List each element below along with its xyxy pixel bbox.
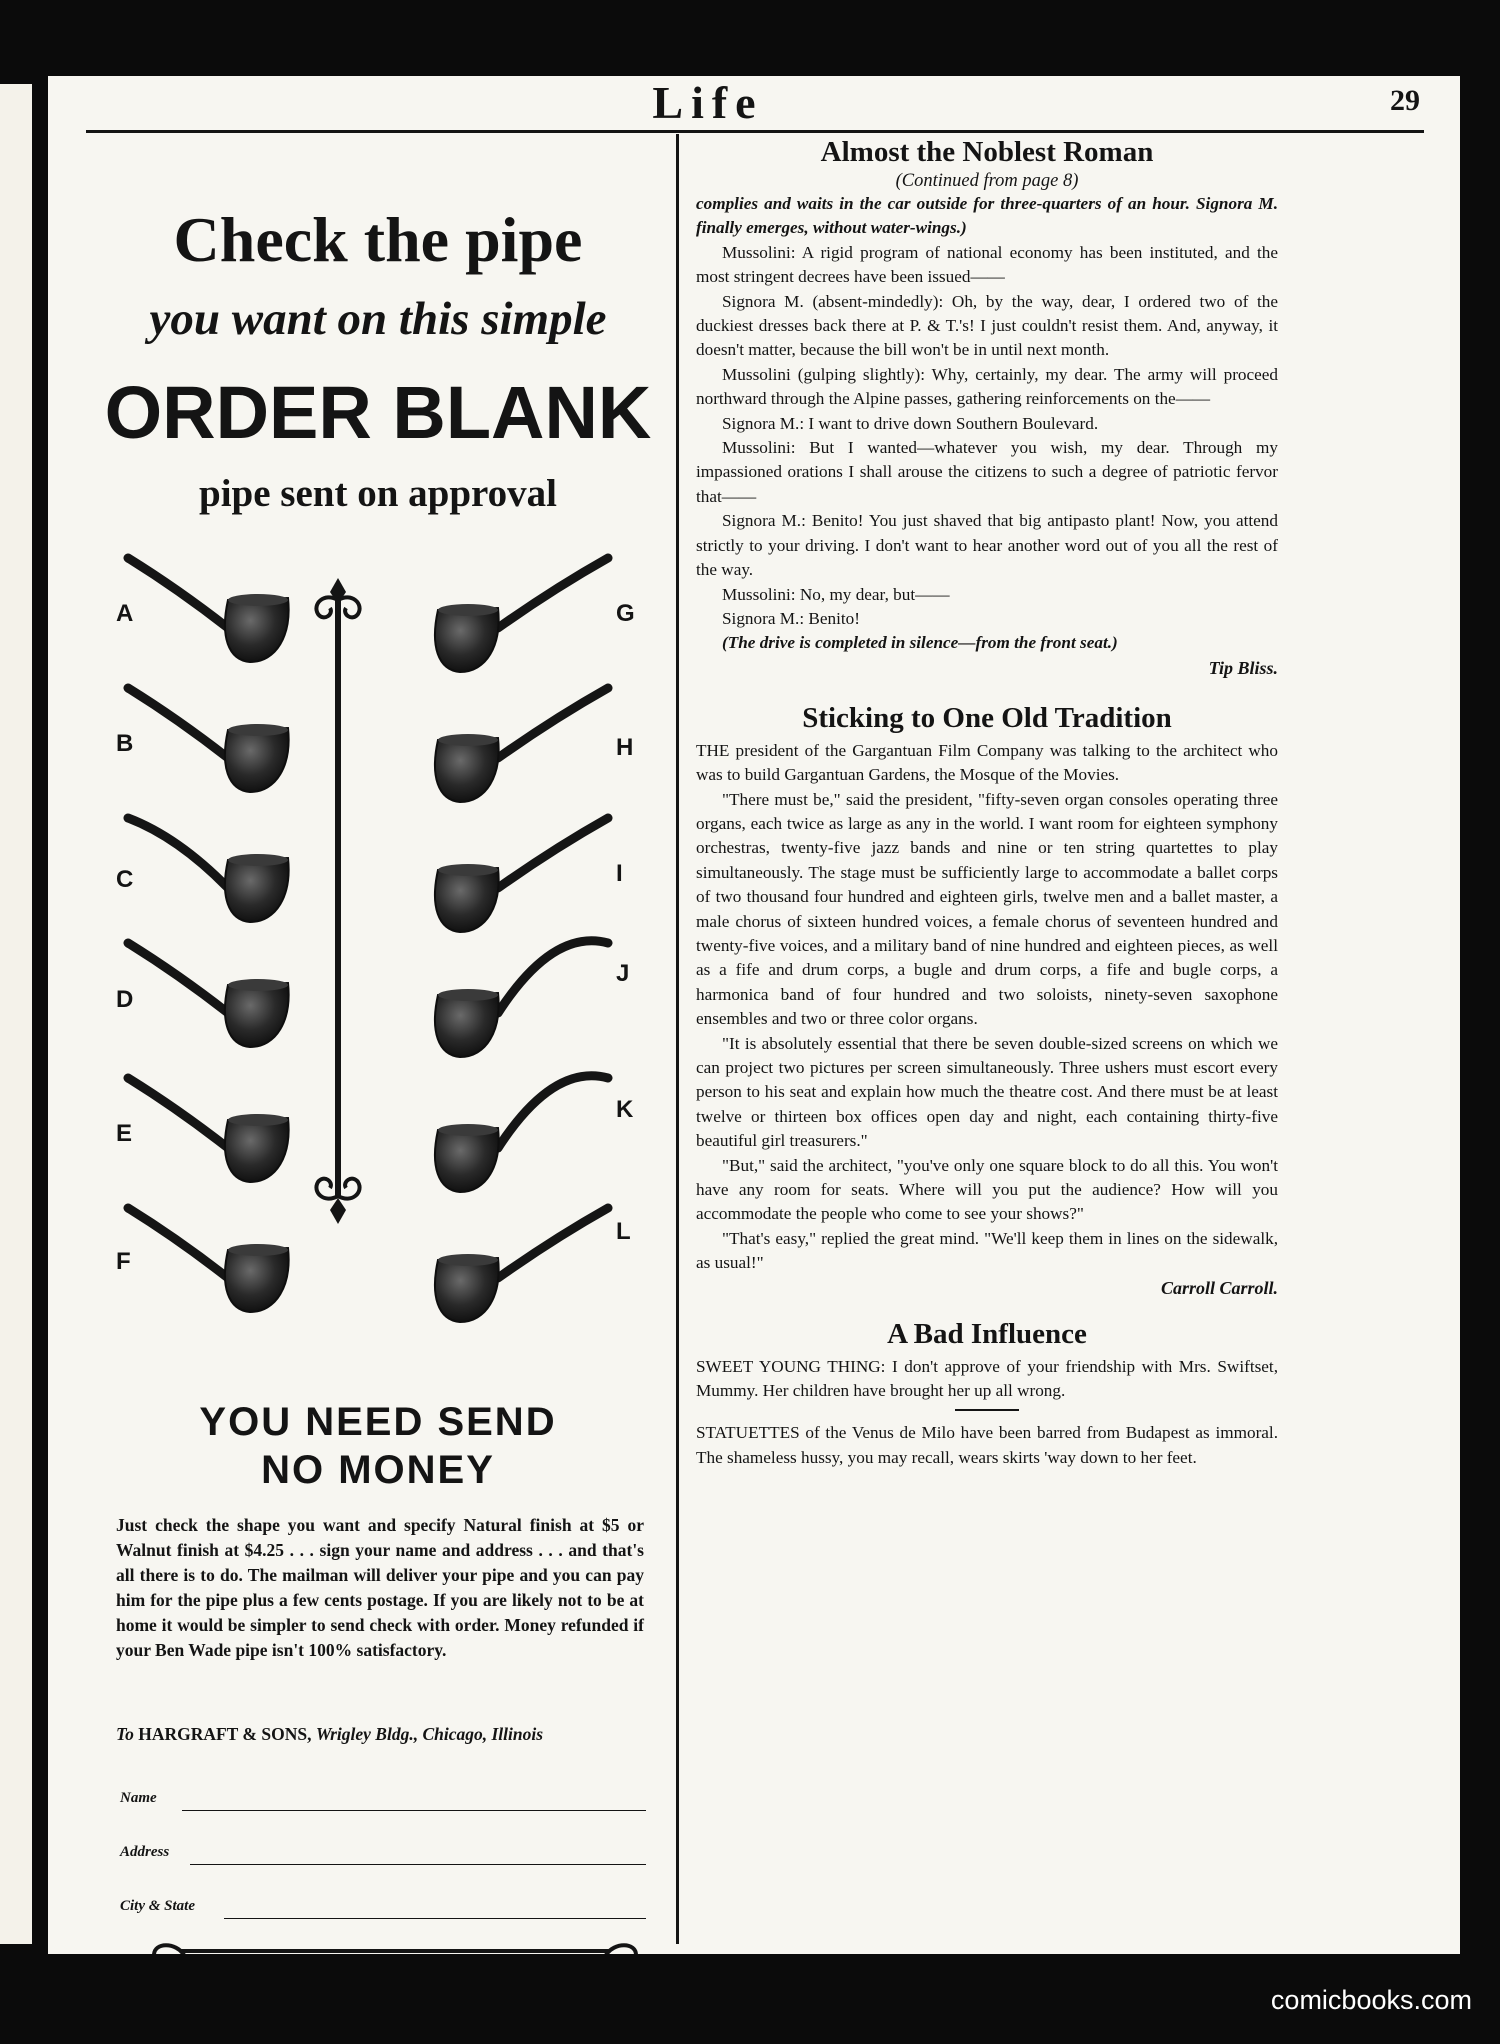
pipe-label-c[interactable]: C — [116, 866, 134, 893]
ad-tagline: pipe sent on approval — [199, 472, 557, 515]
pipe-d[interactable] — [128, 943, 289, 1047]
pipe-l[interactable] — [435, 1208, 608, 1322]
pipe-f[interactable] — [128, 1208, 289, 1312]
address-field-label: Address — [120, 1844, 170, 1860]
article-paragraph: Signora M.: Benito! — [722, 608, 860, 628]
article-paragraph: Signora M. (absent-mindedly): Oh, by the way, dear, I ordered two of the duckiest dresses back there at P. & T.'s! I just couldn't resist them. And, anyway, it doesn't matter, because the bill won't be in until next month. — [696, 291, 1278, 360]
article-title: Sticking to One Old Tradition — [802, 701, 1172, 734]
pipe-label-f[interactable]: F — [116, 1248, 131, 1275]
no-money-line-2: NO MONEY — [261, 1448, 495, 1492]
ad-body-text: Just check the shape you want and specify Natural finish at $5 or Walnut finish at $4.25 . . . sign your name and address . . . and that's all there is to do. The mailman will deliver your pipe and you can pay him for the pipe plus a few cents postage. If you are likely not to be at home it would be simpler to send check with order. Money refunded if your Ben Wade pipe isn't 100% satisfactory. — [116, 1515, 644, 1660]
pipe-label-d[interactable]: D — [116, 986, 134, 1013]
article-paragraph: Signora M.: I want to drive down Southern Boulevard. — [722, 413, 1099, 433]
pipe-b[interactable] — [128, 688, 289, 792]
article-title: Almost the Noblest Roman — [820, 136, 1154, 168]
pipe-c[interactable] — [128, 818, 289, 922]
pipe-label-j[interactable]: J — [616, 960, 630, 987]
pipe-label-k[interactable]: K — [616, 1096, 634, 1123]
masthead — [48, 76, 1460, 136]
article-paragraph: THE president of the Gargantuan Film Company was talking to the architect who was to build Gargantuan Gardens, the Mosque of the Movies. — [696, 740, 1278, 785]
center-ornament-bar — [316, 578, 359, 1224]
pipe-g[interactable] — [435, 558, 608, 672]
pipe-label-g[interactable]: G — [616, 600, 635, 627]
page-number: 29 — [1390, 84, 1420, 117]
pipe-j[interactable] — [435, 941, 608, 1057]
article-paragraph: SWEET YOUNG THING: I don't approve of your friendship with Mrs. Swiftset, Mummy. Her children have brought her up all wrong. — [696, 1356, 1278, 1401]
article-title: A Bad Influence — [887, 1317, 1087, 1350]
pipes-illustration — [88, 548, 668, 1348]
article-paragraph: Signora M.: Benito! You just shaved that big antipasto plant! Now, you attend strictly to your driving. I don't want to hear another word out of you all the rest of the way. — [696, 511, 1278, 580]
right-pipes — [435, 558, 608, 1322]
city-state-field-line[interactable] — [224, 1918, 646, 1919]
article-paragraph: "That's easy," replied the great mind. "We'll keep them in lines on the sidewalk, as usual!" — [696, 1228, 1278, 1273]
pipe-label-i[interactable]: I — [616, 860, 623, 887]
name-field-line[interactable] — [182, 1810, 646, 1811]
article-author: Carroll Carroll. — [1160, 1277, 1278, 1298]
article-paragraph: complies and waits in the car outside for three-quarters of an hour. Signora M. finally emerges, without water-wings.) — [696, 194, 1278, 238]
pipe-h[interactable] — [435, 688, 608, 802]
magazine-page — [48, 76, 1460, 1954]
article-paragraph: "There must be," said the president, "fifty-seven organ consoles operating three organs, each twice as large as any in the world. I want room for eighteen symphony orchestras, twenty-five jazz bands and nine or ten string quartettes to play simultaneously. The stage must be sufficiently large to accommodate a ballet corps of two thousand four hundred and eighteen girls, twelve men and a ballet master, a male chorus of sixteen hundred voices, a female chorus of seventeen hundred and twenty-five voices, and a military band of nine hundred and eighteen pieces, as well as a fife and drum corps, a bugle and drum corps, a fife and bugle corps, a harmonica band of four hundred and two soloists, ninety-seven saxophone ensembles and two or three color organs. — [696, 789, 1278, 1029]
article-paragraph: Mussolini: A rigid program of national economy has been instituted, and the most stringent decrees have been issued—— — [696, 242, 1278, 287]
ad-order-blank-heading: ORDER BLANK — [104, 371, 652, 454]
watermark: comicbooks.com — [1270, 1985, 1472, 2015]
article-old-tradition — [696, 702, 1278, 1300]
pipe-label-h[interactable]: H — [616, 734, 634, 761]
masthead-rule — [86, 130, 1424, 133]
masthead-title: Life — [652, 77, 764, 128]
article-bad-influence — [696, 1318, 1278, 1471]
pipe-a[interactable] — [128, 558, 289, 662]
address-field-line[interactable] — [190, 1864, 646, 1865]
address-company: HARGRAFT & SONS, — [138, 1724, 312, 1744]
pipe-label-e[interactable]: E — [116, 1120, 133, 1147]
pipe-label-b[interactable]: B — [116, 730, 134, 757]
left-pipes — [128, 558, 289, 1312]
article-column — [696, 134, 1278, 1470]
article-noblest-roman — [696, 134, 1278, 680]
article-paragraph: "It is absolutely essential that there be seven double-sized screens on which we can project two pictures per screen simultaneously. Three ushers must escort every person to his seat and explain how much the theatre cost. And there must be at least twelve or thirteen box offices open day and night, each containing thirty-five beautiful girl treasurers." — [696, 1033, 1278, 1151]
name-field-label: Name — [120, 1790, 157, 1806]
article-paragraph: Mussolini: But I wanted—whatever you wish, my dear. Through my impassioned orations I shall arouse the citizens to such a degree of patriotic fervor that—— — [696, 438, 1278, 506]
article-paragraph: Mussolini: No, my dear, but—— — [722, 584, 950, 604]
column-divider — [676, 134, 679, 1944]
pipe-e[interactable] — [128, 1078, 289, 1182]
article-paragraph: (The drive is completed in silence—from the front seat.) — [722, 633, 1118, 653]
article-author: Tip Bliss. — [1208, 657, 1278, 678]
no-money-heading — [88, 1398, 668, 1494]
adjacent-page-edge — [0, 84, 32, 1944]
no-money-line-1: YOU NEED SEND — [199, 1400, 557, 1444]
article-paragraph: STATUETTES of the Venus de Milo have been barred from Budapest as immoral. The shameless hussy, you may recall, wears skirts 'way down to her feet. — [696, 1423, 1278, 1467]
mailing-address — [116, 1724, 656, 1745]
article-paragraph: Mussolini (gulping slightly): Why, certainly, my dear. The army will proceed northward through the Alpine passes, gathering reinforcements on the—— — [696, 364, 1278, 409]
name-field[interactable] — [120, 1790, 646, 1818]
ad-subheadline: you want on this simple — [149, 293, 607, 345]
address-building: Wrigley Bldg., Chicago, Illinois — [315, 1724, 544, 1744]
article-continuation-note: (Continued from page 8) — [895, 171, 1079, 191]
pipe-k[interactable] — [435, 1076, 608, 1192]
address-to: To — [116, 1724, 134, 1744]
bottom-ornament-bar — [150, 1938, 640, 1954]
pipe-label-l[interactable]: L — [616, 1218, 631, 1245]
section-separator — [955, 1409, 1019, 1411]
pipe-i[interactable] — [435, 818, 608, 932]
city-state-field-label: City & State — [120, 1898, 195, 1914]
address-field[interactable] — [120, 1844, 646, 1872]
article-paragraph: "But," said the architect, "you've only one square block to do all this. You won't have any room for seats. Where will you put the audience? How will you accommodate the people who come to see your shows?" — [696, 1155, 1278, 1224]
ad-headline: Check the pipe — [173, 204, 583, 275]
city-state-field[interactable] — [120, 1898, 646, 1926]
pipe-label-a[interactable]: A — [116, 600, 134, 627]
pipe-selection-grid — [88, 548, 668, 1348]
